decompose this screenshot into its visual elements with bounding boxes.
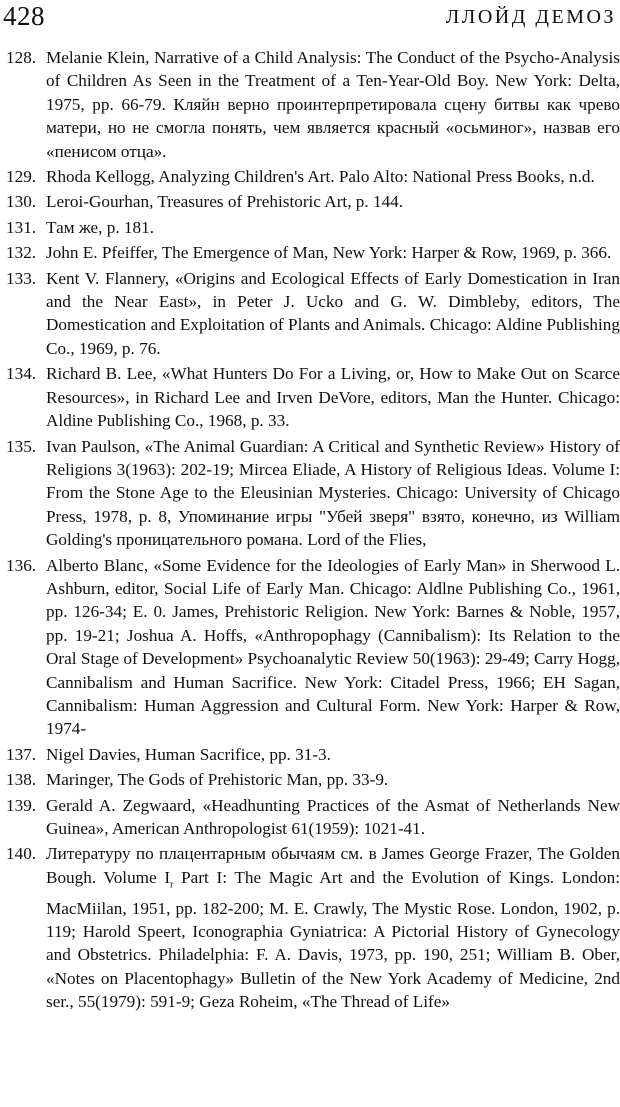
running-head: ЛЛОЙД ДЕМОЗ	[445, 6, 616, 28]
endnote-number: 128.	[6, 48, 37, 67]
endnote-number: 140.	[6, 844, 37, 864]
endnote-text: John E. Pfeiffer, The Emergence of Man, New York: Harper & Row, 1969, p. 366.	[46, 243, 612, 263]
endnote-text: Maringer, The Gods of Prehistoric Man, pp. 33-9.	[46, 770, 389, 790]
endnote-138	[6, 768, 620, 791]
endnote-number: 136.	[6, 555, 37, 575]
page-number: 428	[3, 1, 45, 31]
endnote-130	[6, 190, 620, 213]
endnote-number: 137.	[6, 744, 37, 764]
endnote-text: Kent V. Flannery, «Origins and Ecological Effects of Early Domestication in Iran and the Near East», in Peter J. Ucko and G. W. Dimbleby, editors, The Domestication and Exploitation of Plants and Animals. Chicago: Aldine Publishing Co., 1969, p. 76.	[46, 268, 620, 358]
endnote-text	[46, 842, 620, 1013]
endnote-text: Gerald A. Zegwaard, «Headhunting Practices of the Asmat of Netherlands New Guinea», American Anthropologist 61(1959): 1021-41.	[46, 795, 620, 838]
endnote-text: Alberto Blanc, «Some Evidence for the Ideologies of Early Man» in Sherwood L. Ashburn, editor, Social Life of Early Man. Chicago: Aldlne Publishing Co., 1961, pp. 126-34; E. 0. James, Prehistoric Religion. New York: Barnes & Noble, 1957, pp. 19-21; Joshua A. Hoffs, «Anthropophagy (Cannibalism): Its Relation to the Oral Stage of Development» Psychoanalytic Review 50(1963): 29-49; Carry Hogg, Cannibalism and Human Sacrifice. New York: Citadel Press, 1966; EH Sagan, Cannibalism: Human Aggression and Cultural Form. New York: Harper & Row, 1974-	[46, 555, 620, 739]
endnote-number: 131.	[6, 217, 37, 237]
endnote-number: 132.	[6, 243, 37, 263]
page-header	[0, 0, 620, 40]
endnote-number: 139.	[6, 795, 37, 815]
endnote-number: 138.	[6, 770, 37, 790]
endnote-text: Rhoda Kellogg, Analyzing Children's Art. Palo Alto: National Press Books, n.d.	[46, 167, 595, 187]
endnote-number: 134.	[6, 364, 37, 384]
endnote-text: Leroi-Gourhan, Treasures of Prehistoric Art, p. 144.	[46, 192, 404, 212]
endnote-139	[6, 794, 620, 841]
endnote-text: Nigel Davies, Human Sacrifice, pp. 31-3.	[46, 744, 331, 764]
endnote-134	[6, 362, 620, 432]
endnote-131	[6, 216, 620, 239]
endnote-number: 129.	[6, 167, 37, 187]
endnote-text: Ivan Paulson, «The Animal Guardian: A Critical and Synthetic Review» History of Religions 3(1963): 202-19; Mircea Eliade, A History of Religious Ideas. Volume I: From the Stone Age to the Eleusinian Mysteries. Chicago: University of Chicago Press, 1978, p. 8, Упоминание игры "Убей зверя" взято, конечно, из William Golding's проницательного романа. Lord of the Flies,	[46, 436, 620, 550]
endnote-text-after: Part I: The Magic Art and the Evolution of Kings. London: MacMiilan, 1951, pp. 182-200; M. E. Crawly, The Mystic Rose. London, 1902, p. 119; Harold Speert, Iconographia Gyniatrica: A Pictorial History of Gynecology and Obstetrics. Philadelphia: F. A. Davis, 1973, pp. 190, 251; William B. Ober, «Notes on Placentophagy» Bulletin of the New York Academy of Medicine, 2nd ser., 55(1979): 591-9; Geza Roheim, «The Thread of Life»	[46, 867, 620, 1012]
endnote-text: Melanie Klein, Narrative of a Child Analysis: The Conduct of the Psycho-Analysis of Children As Seen in the Treatment of a Ten-Year-Old Boy. New York: Delta, 1975, pp. 66-79. Кляйн верно проинтерпретировала сцену битвы как чрево матери, но не смогла понять, чем является красный «осьминог», назвав его «пенисом отца».	[46, 48, 620, 161]
endnote-133	[6, 267, 620, 361]
endnote-number: 135.	[6, 436, 37, 456]
endnote-number: 133.	[6, 268, 37, 288]
endnote-129	[6, 165, 620, 188]
endnote-text: Там же, p. 181.	[46, 217, 155, 237]
endnotes-list	[6, 46, 620, 1016]
endnote-137	[6, 743, 620, 766]
endnote-135	[6, 435, 620, 552]
endnote-text: Richard B. Lee, «What Hunters Do For a Living, or, How to Make Out on Scarce Resources», in Richard Lee and Irven DeVore, editors, Man the Hunter. Chicago: Aldine Publishing Co., 1968, p. 33.	[46, 364, 620, 431]
endnote-136	[6, 554, 620, 741]
endnote-128	[6, 46, 620, 163]
endnote-number: 130.	[6, 192, 37, 212]
endnote-140	[6, 842, 620, 1013]
volume-subscript: r	[170, 879, 174, 891]
endnote-text-before: Литературу по плацентарным обычаям см. в James George Frazer, The Golden Bough. Volume I	[46, 844, 620, 887]
endnote-132	[6, 241, 620, 264]
